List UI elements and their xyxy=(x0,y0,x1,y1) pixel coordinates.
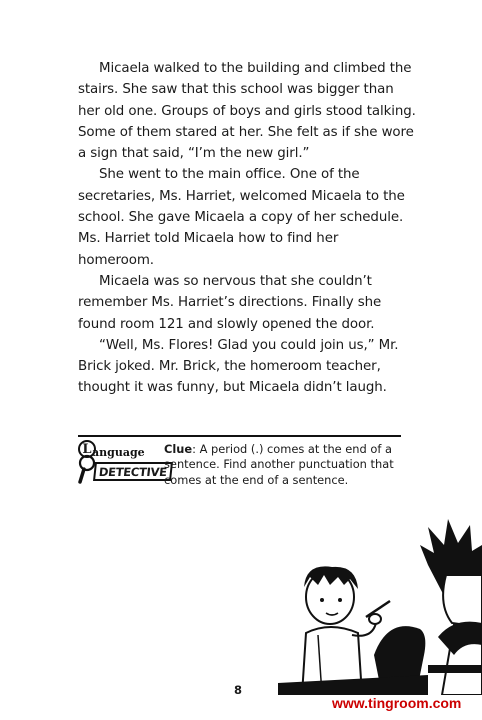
story-paragraph-4: “Well, Ms. Flores! Glad you could join us,” Mr. Brick joked. Mr. Brick, the homeroom teacher, thought it was funny, but Micaela didn’t laugh. xyxy=(78,337,399,396)
story-paragraph-3: Micaela was so nervous that she couldn’t remember Ms. Harriet’s directions. Finally she found room 121 and slowly opened the door. xyxy=(78,273,382,332)
page-number: 8 xyxy=(234,683,243,697)
logo-letter-badge: L xyxy=(78,440,96,458)
story-paragraph-2: She went to the main office. One of the secretaries, Ms. Harriet, welcomed Micaela to the school. She gave Micaela a copy of her schedule. Ms. Harriet told Micaela how to find her homeroom. xyxy=(78,167,405,268)
story-text xyxy=(78,58,418,399)
story-paragraph-1: Micaela walked to the building and climbed the stairs. She saw that this school was bigger than her old one. Groups of boys and girls stood talking. Some of them stared at her. She felt as if she wore a sign that said, “I’m the new girl.” xyxy=(78,61,416,162)
watermark: www.tingroom.com xyxy=(332,695,462,711)
clue-text: : A period (.) comes at the end of a sentence. Find another punctuation that comes at the end of a sentence. xyxy=(164,442,394,487)
clue-label: Clue xyxy=(164,442,193,456)
logo-top-text: anguage xyxy=(92,446,145,459)
clue-box xyxy=(164,442,404,488)
classroom-illustration xyxy=(278,505,482,695)
detective-divider xyxy=(78,435,401,437)
logo-bottom-text: DETECTIVE xyxy=(93,462,173,481)
language-detective-logo xyxy=(78,440,168,486)
